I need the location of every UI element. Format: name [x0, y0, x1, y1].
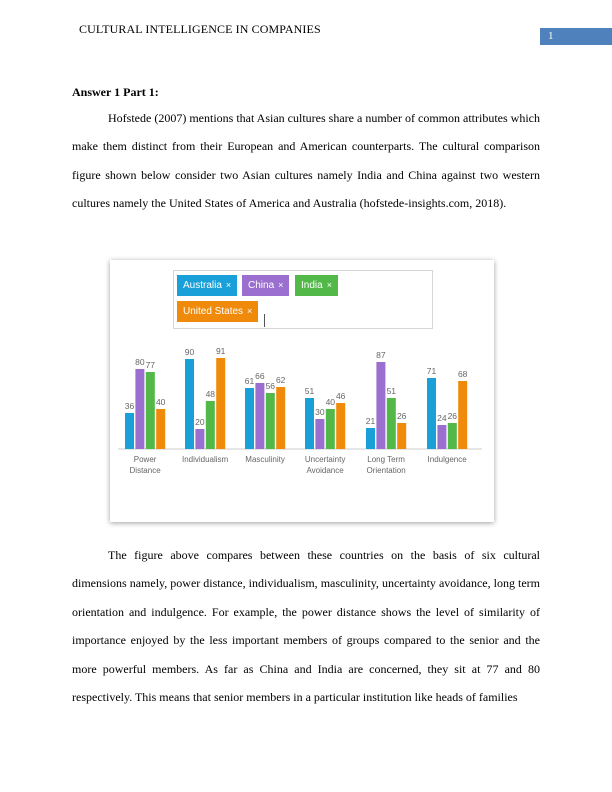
cultural-dimensions-bar-chart	[110, 260, 494, 522]
bar-value-label: 20	[195, 417, 205, 427]
page-number: 1	[540, 28, 612, 45]
running-head: CULTURAL INTELLIGENCE IN COMPANIES	[79, 22, 321, 36]
bar-united-states	[458, 381, 467, 449]
culture-comparison-figure	[110, 260, 494, 522]
bar-value-label: 51	[304, 386, 315, 396]
bar-value-label: 71	[426, 366, 437, 376]
bar-value-label: 40	[325, 397, 336, 407]
category-label: Individualism	[181, 455, 229, 464]
bar-value-label: 46	[335, 391, 346, 401]
paragraph-intro	[72, 104, 540, 218]
bar-united-states	[336, 403, 345, 449]
bar-australia	[245, 388, 254, 449]
bar-united-states	[156, 409, 165, 449]
bar-china	[255, 383, 264, 449]
bar-value-label: 48	[205, 389, 216, 399]
bar-value-label: 26	[447, 411, 458, 421]
remove-tag-icon[interactable]: ×	[247, 306, 253, 316]
bar-australia	[185, 359, 194, 449]
bar-value-label: 26	[396, 411, 407, 421]
category-label: Power	[133, 455, 157, 464]
bar-australia	[427, 378, 436, 449]
bar-value-label: 80	[135, 357, 145, 367]
bar-india	[266, 393, 275, 449]
bar-value-label: 30	[315, 407, 325, 417]
bar-australia	[305, 398, 314, 449]
bar-australia	[125, 413, 134, 449]
bar-value-label: 51	[386, 386, 397, 396]
bar-china	[195, 429, 204, 449]
bar-value-label: 77	[145, 360, 156, 370]
category-label: Masculinity	[245, 455, 285, 464]
bar-value-label: 61	[244, 376, 255, 386]
bar-australia	[366, 428, 375, 449]
section-heading: Answer 1 Part 1:	[72, 85, 159, 99]
bar-india	[146, 372, 155, 449]
paragraph-analysis	[72, 541, 540, 711]
bar-value-label: 24	[437, 413, 447, 423]
paragraph-intro-text: Hofstede (2007) mentions that Asian cultures share a number of common attributes which make them distinct from their European and American counterparts. The cultural comparison figure shown below consider two Asian cultures namely India and China against two western cultures namely the United States of America and Australia (hofstede-insights.com, 2018).	[72, 111, 540, 211]
tag-label: United States	[183, 306, 244, 317]
remove-tag-icon[interactable]: ×	[326, 280, 332, 290]
category-label: Avoidance	[306, 466, 344, 475]
bar-united-states	[216, 358, 225, 449]
bar-india	[448, 423, 457, 449]
category-label: Distance	[129, 466, 161, 475]
bar-united-states	[397, 423, 406, 449]
bar-united-states	[276, 387, 285, 449]
bar-value-label: 68	[457, 369, 468, 379]
bar-value-label: 66	[255, 371, 265, 381]
category-label: Indulgence	[427, 455, 467, 464]
bar-value-label: 62	[275, 375, 286, 385]
tag-label: China	[248, 280, 275, 291]
category-label: Orientation	[366, 466, 406, 475]
remove-tag-icon[interactable]: ×	[278, 280, 284, 290]
tag-label: Australia	[183, 280, 222, 291]
remove-tag-icon[interactable]: ×	[225, 280, 232, 290]
bar-india	[326, 409, 335, 449]
bar-value-label: 90	[184, 347, 195, 357]
bar-value-label: 87	[376, 350, 386, 360]
bar-china	[315, 419, 324, 449]
bar-value-label: 40	[155, 397, 166, 407]
bar-value-label: 56	[265, 381, 276, 391]
bar-china	[437, 425, 446, 449]
tag-label: India	[301, 280, 323, 291]
category-label: Uncertainty	[304, 455, 346, 464]
bar-value-label: 36	[124, 401, 135, 411]
bar-india	[206, 401, 215, 449]
bar-china	[135, 369, 144, 449]
category-label: Long Term	[367, 455, 405, 464]
bar-value-label: 91	[215, 346, 226, 356]
bar-value-label: 21	[365, 416, 376, 426]
bar-india	[387, 398, 396, 449]
paragraph-analysis-text: The figure above compares between these countries on the basis of six cultural dimensions namely, power distance, individualism, masculinity, uncertainty avoidance, long term orientation and indulgence. For example, the power distance shows the level of similarity of importance enjoyed by the less important members of groups compared to the senior and the more powerful members. As far as China and India are concerned, they sit at 77 and 80 respectively. This means that senior members in a particular institution like heads of families	[72, 548, 540, 705]
bar-china	[376, 362, 385, 449]
